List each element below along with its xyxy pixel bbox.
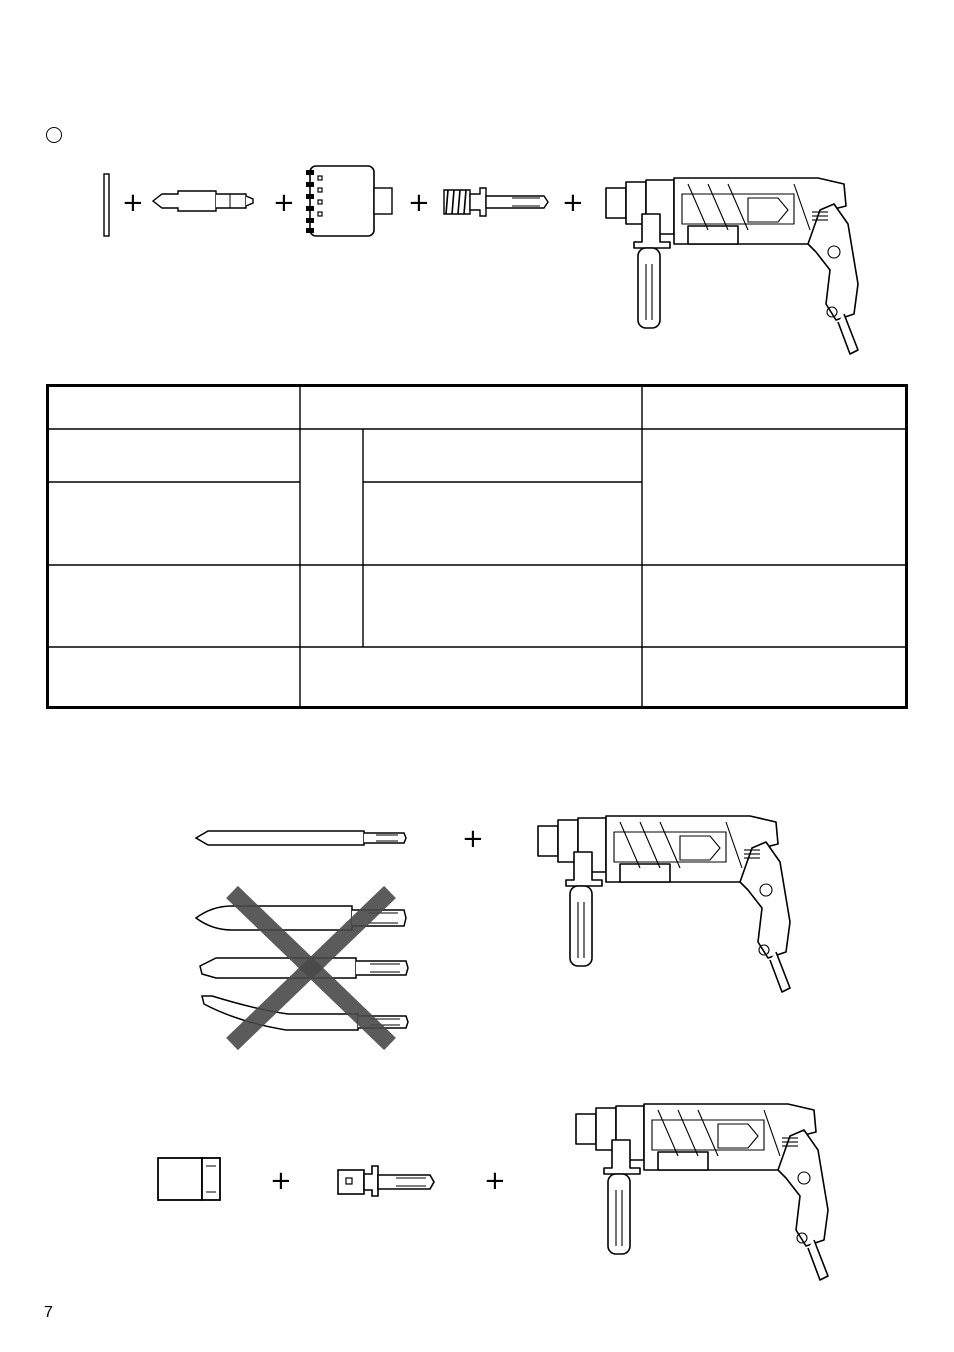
specification-table bbox=[46, 384, 908, 709]
socket-icon bbox=[154, 1154, 226, 1204]
core-bit-icon bbox=[300, 162, 400, 242]
drill-bit-icon bbox=[150, 185, 260, 219]
plus-sign: + bbox=[462, 824, 484, 854]
plus-sign: + bbox=[484, 1166, 506, 1196]
cross-out-icon bbox=[220, 882, 402, 1054]
plus-sign: + bbox=[408, 188, 430, 218]
rotary-hammer-icon bbox=[568, 1100, 840, 1290]
plus-sign: + bbox=[270, 1166, 292, 1196]
legend-circle-marker bbox=[46, 127, 62, 143]
rotary-hammer-icon bbox=[530, 812, 802, 1002]
plus-sign: + bbox=[122, 188, 144, 218]
pointed-chisel-icon bbox=[192, 824, 410, 852]
square-drive-adapter-icon bbox=[334, 1162, 438, 1200]
hex-key-icon bbox=[100, 170, 120, 242]
rotary-hammer-icon bbox=[598, 174, 870, 364]
page-number: 7 bbox=[44, 1304, 53, 1321]
adapter-shank-icon bbox=[440, 182, 552, 220]
plus-sign: + bbox=[273, 188, 295, 218]
plus-sign: + bbox=[562, 188, 584, 218]
